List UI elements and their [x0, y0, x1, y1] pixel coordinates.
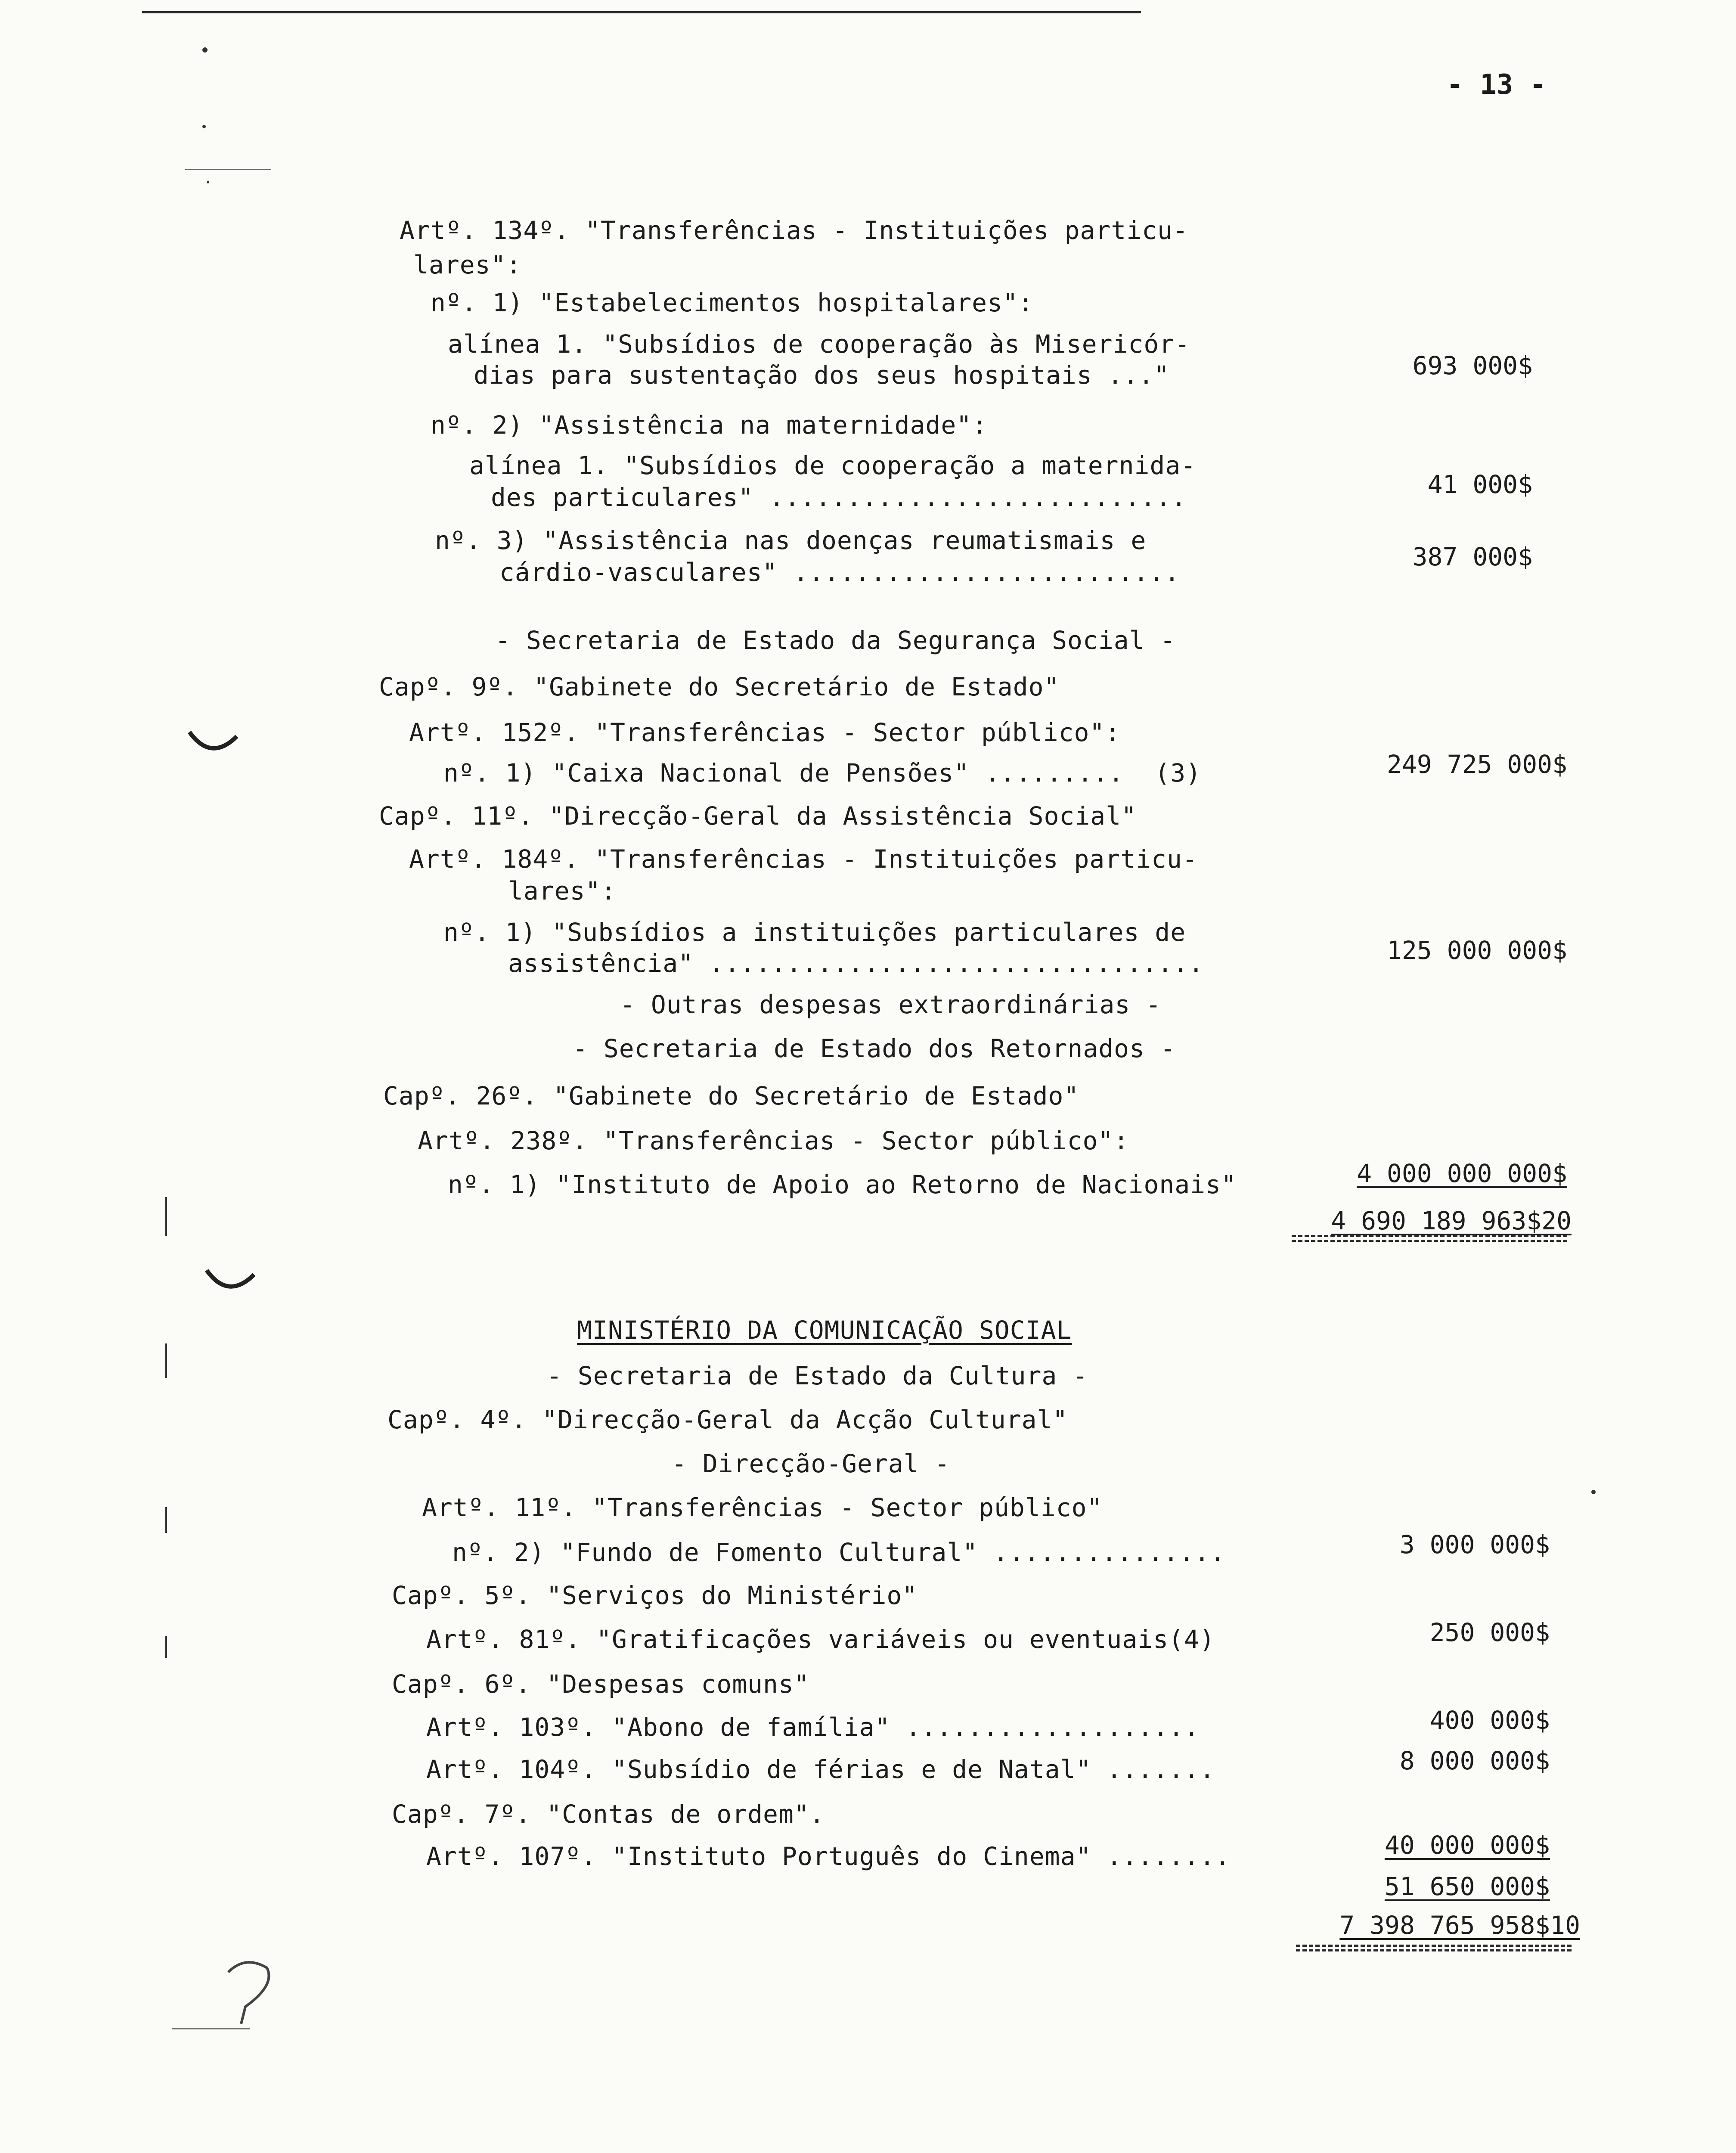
text-line: des particulares" ........................... [491, 483, 1187, 512]
subtotal-amount: 4 690 189 963$20 [1331, 1206, 1572, 1235]
margin-tick [165, 1636, 167, 1658]
top-border-line [142, 11, 1141, 13]
amount: 250 000$ [1429, 1618, 1550, 1647]
scan-mark [172, 2028, 250, 2029]
scan-speck [202, 47, 208, 53]
text-line: nº. 1) "Estabelecimentos hospitalares": [431, 288, 1034, 317]
double-underline [1296, 1945, 1572, 1951]
margin-mark [202, 1262, 258, 1300]
text-line: nº. 2) "Fundo de Fomento Cultural" ............... [452, 1538, 1225, 1567]
section-heading: - Secretaria de Estado da Cultura - [547, 1361, 1088, 1390]
ministry-heading: MINISTÉRIO DA COMUNICAÇÃO SOCIAL [577, 1315, 1072, 1345]
section-heading: - Outras despesas extraordinárias - [620, 990, 1162, 1019]
margin-tick [165, 1197, 167, 1236]
text-line: lares": [508, 876, 617, 906]
text-line: assistência" ................................ [508, 949, 1204, 978]
section-heading: - Secretaria de Estado dos Retornados - [573, 1034, 1176, 1063]
subtotal-amount: 51 650 000$ [1384, 1872, 1550, 1901]
amount: 3 000 000$ [1399, 1530, 1550, 1559]
text-line: Capº. 26º. "Gabinete do Secretário de Estado" [383, 1081, 1079, 1111]
grand-total-amount: 7 398 765 958$10 [1339, 1911, 1580, 1940]
text-line: Artº. 152º. "Transferências - Sector público": [409, 718, 1121, 747]
text-line: Artº. 184º. "Transferências - Instituições particu- [409, 844, 1198, 874]
text-line: Artº. 11º. "Transferências - Sector público" [422, 1493, 1103, 1522]
text-line: nº. 3) "Assistência nas doenças reumatismais e [435, 526, 1147, 555]
text-line: Artº. 104º. "Subsídio de férias e de Natal" ....... [426, 1755, 1215, 1784]
scan-speck [207, 181, 209, 183]
text-line: nº. 1) "Caixa Nacional de Pensões" ......... (3) [443, 758, 1202, 788]
amount: 41 000$ [1427, 470, 1533, 499]
scan-mark [185, 169, 271, 170]
scan-speck [1591, 1490, 1596, 1494]
amount: 387 000$ [1412, 542, 1533, 571]
text-line: Artº. 238º. "Transferências - Sector público": [418, 1126, 1129, 1155]
text-line: nº. 1) "Subsídios a instituições particulares de [443, 918, 1186, 947]
amount: 4 000 000 000$ [1357, 1159, 1567, 1188]
margin-tick [165, 1507, 167, 1533]
text-line: nº. 1) "Instituto de Apoio ao Retorno de Nacionais" [448, 1170, 1237, 1199]
text-line: Capº. 9º. "Gabinete do Secretário de Estado" [379, 672, 1060, 701]
amount: 8 000 000$ [1399, 1746, 1550, 1775]
amount: 125 000 000$ [1386, 936, 1567, 965]
scan-speck [202, 125, 206, 128]
amount: 249 725 000$ [1386, 750, 1567, 779]
page-number: - 13 - [1447, 69, 1547, 101]
double-underline [1292, 1235, 1567, 1242]
amount: 40 000 000$ [1384, 1830, 1550, 1860]
margin-mark [220, 1955, 280, 2028]
margin-tick [165, 1343, 167, 1378]
section-heading: - Direcção-Geral - [672, 1449, 950, 1478]
text-line: alínea 1. "Subsídios de cooperação às Misericór- [448, 329, 1190, 359]
text-line: Artº. 107º. "Instituto Português do Cinema" ........ [426, 1842, 1231, 1871]
section-heading: - Secretaria de Estado da Segurança Social - [495, 626, 1176, 655]
text-line: dias para sustentação dos seus hospitais ..." [474, 360, 1170, 390]
text-line: Capº. 6º. "Despesas comuns" [392, 1669, 809, 1699]
text-line: alínea 1. "Subsídios de cooperação a maternida- [469, 451, 1197, 480]
text-line: Capº. 5º. "Serviços do Ministério" [392, 1581, 918, 1610]
margin-mark [185, 723, 241, 762]
text-line: Artº. 81º. "Gratificações variáveis ou eventuais(4) [426, 1625, 1215, 1654]
text-line: cárdio-vasculares" ......................... [499, 558, 1180, 587]
text-line: nº. 2) "Assistência na maternidade": [431, 410, 988, 440]
text-line: Artº. 134º. "Transferências - Instituições particu- [400, 216, 1188, 245]
text-line: Capº. 7º. "Contas de ordem". [392, 1799, 825, 1829]
text-line: lares": [413, 250, 522, 279]
text-line: Artº. 103º. "Abono de família" ................... [426, 1712, 1200, 1742]
text-line: Capº. 4º. "Direcção-Geral da Acção Cultural" [388, 1405, 1068, 1434]
amount: 693 000$ [1412, 351, 1533, 380]
text-line: Capº. 11º. "Direcção-Geral da Assistência Social" [379, 801, 1137, 831]
amount: 400 000$ [1429, 1706, 1550, 1735]
